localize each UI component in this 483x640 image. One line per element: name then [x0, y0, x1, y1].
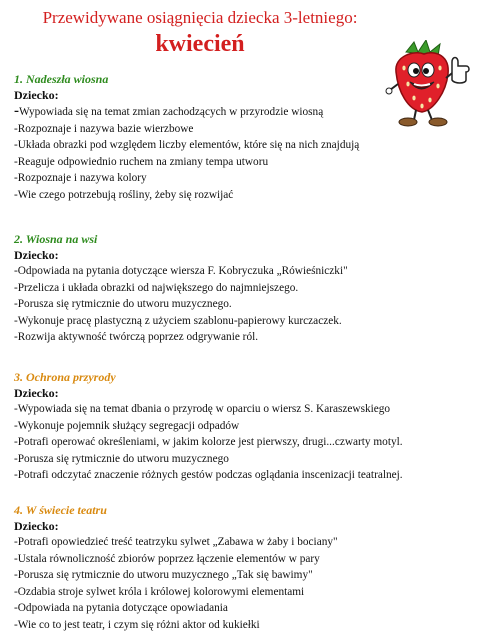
list-item: - Wie czego potrzebują rośliny, żeby się rozwijać	[14, 187, 476, 204]
list-item: - Porusza się rytmicznie do utworu muzycznego.	[14, 296, 476, 313]
section-subtitle: Dziecko:	[14, 386, 59, 400]
list-item: - Potrafi operować określeniami, w jakim kolorze jest pierwszy, drugi...czwarty motyl.	[14, 434, 476, 451]
page-title: Przewidywane osiągnięcia dziecka 3-letniego:	[42, 8, 358, 27]
list-item: - Wie co to jest teatr, i czym się różni aktor od kukiełki	[14, 617, 476, 634]
list-item: - Rozpoznaje i nazywa bazie wierzbowe	[14, 121, 476, 138]
list-item: - Wykonuje pojemnik służący segregacji odpadów	[14, 418, 476, 435]
list-item: - Porusza się rytmicznie do utworu muzycznego	[14, 451, 476, 468]
section-title: 4. W świecie teatru	[14, 503, 107, 517]
section-1	[14, 72, 476, 203]
list-item: - Przelicza i układa obrazki od największego do najmniejszego.	[14, 280, 476, 297]
list-item: - Rozwija aktywność twórczą poprzez odgrywanie ról.	[14, 329, 476, 346]
list-item: - Wykonuje pracę plastyczną z użyciem szablonu-papierowy kurczaczek.	[14, 313, 476, 330]
section-4	[14, 503, 476, 633]
list-item: - Potrafi odczytać znaczenie różnych gestów podczas oglądania inscenizacji teatralnej.	[14, 467, 476, 484]
section-2	[14, 232, 476, 346]
list-item: - Odpowiada na pytania dotyczące wiersza F. Kobryczuka „Rówieśniczki"	[14, 263, 476, 280]
list-item: - Potrafi opowiedzieć treść teatrzyku sylwet „Zabawa w żaby i bociany"	[14, 534, 476, 551]
list-item: - Ustala równoliczność zbiorów poprzez łączenie elementów w pary	[14, 551, 476, 568]
section-3	[14, 370, 476, 484]
page-month: kwiecień	[155, 31, 245, 57]
list-item: - Układa obrazki pod względem liczby elementów, które się na nich znajdują	[14, 137, 476, 154]
list-item: - Wypowiada się na temat dbania o przyrodę w oparciu o wiersz S. Karaszewskiego	[14, 401, 476, 418]
section-subtitle: Dziecko:	[14, 88, 59, 102]
section-title: 3. Ochrona przyrody	[14, 370, 116, 384]
list-item: - Ozdabia stroje sylwet króla i królowej kolorowymi elementami	[14, 584, 476, 601]
section-subtitle: Dziecko:	[14, 519, 59, 533]
list-item: - Wypowiada się na temat zmian zachodzących w przyrodzie wiosną	[14, 103, 476, 121]
list-item: - Reaguje odpowiednio ruchem na zmiany tempa utworu	[14, 154, 476, 171]
section-subtitle: Dziecko:	[14, 248, 59, 262]
section-title: 1. Nadeszła wiosna	[14, 72, 109, 86]
list-item: - Rozpoznaje i nazywa kolory	[14, 170, 476, 187]
list-item: - Porusza się rytmicznie do utworu muzycznego „Tak się bawimy"	[14, 567, 476, 584]
list-item: - Odpowiada na pytania dotyczące opowiadania	[14, 600, 476, 617]
section-title: 2. Wiosna na wsi	[14, 232, 98, 246]
